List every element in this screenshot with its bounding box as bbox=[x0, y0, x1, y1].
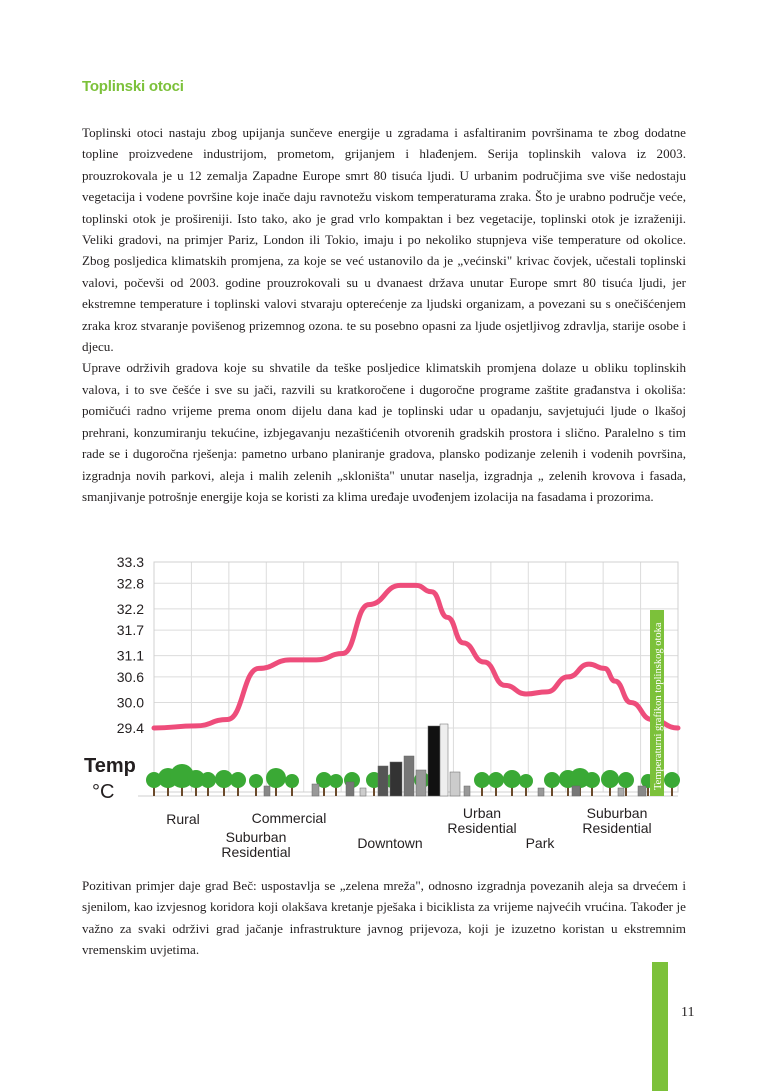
page-number: 11 bbox=[681, 1005, 695, 1020]
tree-icon bbox=[249, 774, 263, 788]
heat-island-chart bbox=[78, 552, 688, 862]
tree-icon bbox=[584, 772, 600, 788]
y-tick-label: 29.4 bbox=[116, 720, 144, 736]
zone-label: Suburban Residential bbox=[221, 829, 291, 860]
building-icon bbox=[618, 788, 624, 796]
tree-icon bbox=[519, 774, 533, 788]
y-tick-label: 31.7 bbox=[116, 622, 144, 639]
building-icon bbox=[404, 756, 414, 796]
tree-icon bbox=[664, 772, 680, 788]
zone-label: Park bbox=[525, 835, 555, 851]
building-icon bbox=[638, 786, 646, 796]
body-text-main bbox=[82, 122, 686, 507]
y-tick-label: 30.6 bbox=[116, 668, 144, 685]
building-icon bbox=[572, 786, 580, 796]
tree-icon bbox=[329, 774, 343, 788]
y-axis-label-temp: Temp bbox=[84, 755, 136, 777]
building-icon bbox=[378, 766, 388, 796]
building-icon bbox=[450, 772, 460, 796]
building-icon bbox=[312, 784, 319, 796]
zone-label: Downtown bbox=[357, 835, 423, 851]
y-axis-label-unit: °C bbox=[92, 781, 115, 803]
y-tick-label: 32.8 bbox=[116, 575, 144, 592]
paragraph: Toplinski otoci nastaju zbog upijanja sunčeve energije u zgradama i asfaltiranim površinama te zbog dodatne topline proizvedene industrijom, prometom, grijanjem i hlađenjem. Serija toplinskih valova iz 2003. prouzrokovala je u 12 zemalja Zapadne Europe smrt 80 tisuća ljudi. U urbanim područjima sve više nedostaju vegetacija i vodene površine koje inače daju ravnotežu viskom temperaturama zraka. Što je urabno područje veće, toplinski otok je prošireniji. Isto tako, ako je grad vrlo kompaktan i bez vegetacije, toplinski otok je izraženiji. Veliki gradovi, na primjer Pariz, London ili Tokio, imaju i po nekoliko stupnjeva više temperature od okolice. Zbog posljedica klimatskih promjena, za koje se već ustanovilo da je „većinski" krivac čovjek, učestali toplinski valovi, počevši od 2003. godine prouzrokovali su u dvanaest država unutar Europe smrt 80 tisuća ljudi, jer ekstremne temperature i toplinski valovi stvaraju opterećenje za ljudski organizam, a povezani su s onečišćenjem zraka kroz stvaranje povišenog prizemnog ozona. te su posebno opasni za ljude osjetljivog zdravlja, starije osobe i djecu. bbox=[82, 125, 686, 355]
paragraph: Uprave održivih gradova koje su shvatile da teške posljedice klimatskih promjena dolaze u obliku toplinskih valova, i to sve češće i sve su jači, razvili su kratkoročene i dugoročne programe zaštite građanstva i okoliša: pomičući radno vrijeme prema onom dijelu dana kad je toplinski udar u opadanju, savjetujući ljude o lkašoj prehrani, konzumiranju tekućine, izbjegavanju nezaštićenih otvorenih gradskih prostora i slično. Paralelno s tim rade se i dugoročna rješenja: pametno urbano planiranje gradova, plansko podizanje zelenih i vodenih površina, izgradnja novih parkovi, aleja i malih zelenih „skloništa" unutar naselja, izgradnja „ zelenih krovova i fasada, smanjivanje potrošnje energije koja se koristi za klima uređaje uvođenjem izolacija na fasadama i prozorima. bbox=[82, 360, 686, 504]
tree-icon bbox=[266, 768, 286, 788]
y-tick-label: 30.0 bbox=[116, 694, 144, 711]
building-icon bbox=[360, 788, 366, 796]
zone-label: Urban Residential bbox=[447, 805, 517, 836]
y-tick-label: 31.1 bbox=[116, 647, 144, 664]
tree-icon bbox=[503, 770, 521, 788]
building-icon bbox=[416, 770, 426, 796]
zone-label: Rural bbox=[166, 811, 200, 827]
tree-icon bbox=[544, 772, 560, 788]
y-tick-label: 32.2 bbox=[116, 600, 144, 617]
zone-label: Commercial bbox=[251, 810, 327, 826]
building-icon bbox=[346, 782, 354, 796]
body-text-bottom bbox=[82, 875, 686, 961]
building-icon bbox=[538, 788, 544, 796]
building-icon bbox=[390, 762, 402, 796]
building-icon bbox=[264, 786, 270, 796]
tree-icon bbox=[488, 772, 504, 788]
building-icon bbox=[464, 786, 470, 796]
tree-icon bbox=[285, 774, 299, 788]
side-label: Temperaturni grafikon toplinskog otoka bbox=[653, 622, 664, 790]
tree-icon bbox=[601, 770, 619, 788]
tree-icon bbox=[200, 772, 216, 788]
page-accent-bar bbox=[652, 962, 668, 1091]
chart-svg bbox=[78, 552, 688, 862]
tree-icon bbox=[474, 772, 490, 788]
tree-icon bbox=[230, 772, 246, 788]
section-title: Toplinski otoci bbox=[82, 78, 184, 95]
zone-label: Suburban Residential bbox=[582, 805, 652, 836]
tree-icon bbox=[618, 772, 634, 788]
y-tick-label: 33.3 bbox=[116, 554, 144, 570]
building-icon bbox=[428, 726, 440, 796]
paragraph: Pozitivan primjer daje grad Beč: uspostavlja se „zelena mreža", odnosno izgradnja povezanih aleja sa drvećem i sjenilom, kao izvjesnog koridora koji olakšava kretanje pješaka i biciklista za vrijeme najvećih vrućina. Također je važno za svaki održivi grad jačanje infrastrukture javnog prijevoza, koji je izuzetno koristan u ekstremnim vremenskim uvjetima. bbox=[82, 878, 686, 958]
building-icon bbox=[440, 724, 448, 796]
